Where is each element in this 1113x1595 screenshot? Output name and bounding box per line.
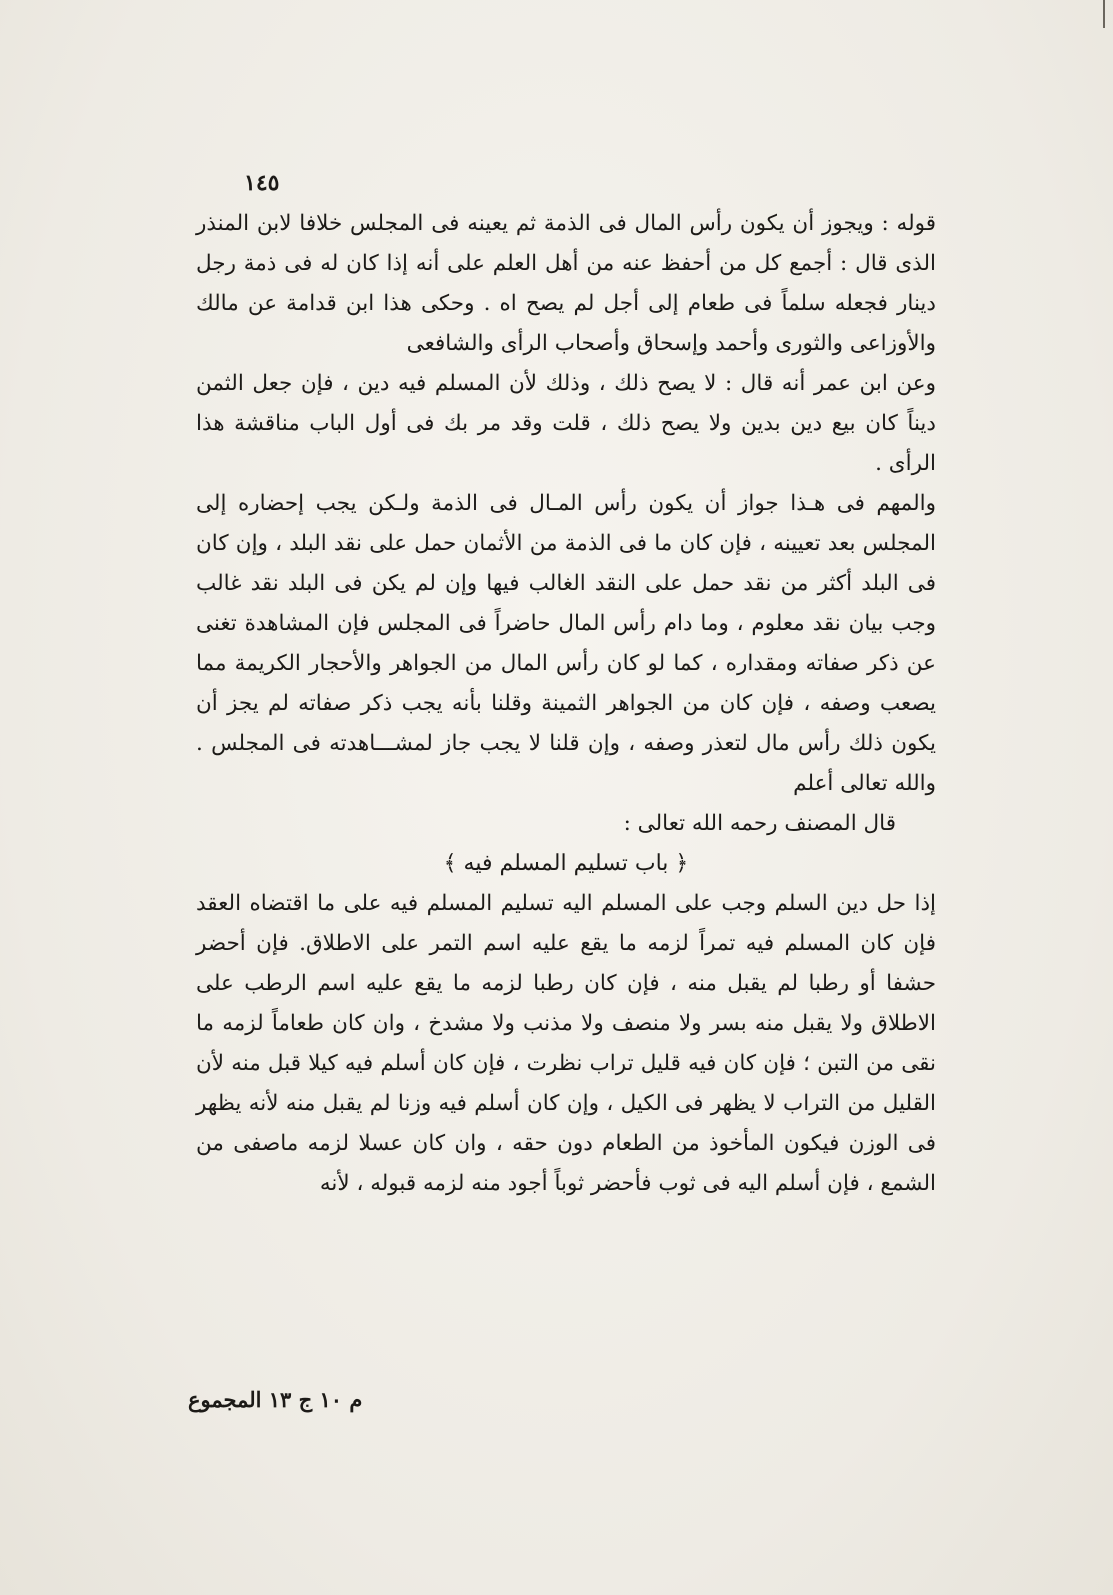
footer-signature: م ١٠ ج ١٣ المجموع [188, 1387, 363, 1412]
paragraph-2: وعن ابن عمر أنه قال : لا يصح ذلك ، وذلك لأن المسلم فيه دين ، فإن جعل الثمن ديناً كان بيع دين بدين ولا يصح ذلك ، قلت وقد مر بك فى أول الباب مناقشة هذا الرأى . [196, 371, 936, 476]
paragraph-3: والمهم فى هـذا جواز أن يكون رأس المـال فى الذمة ولـكن يجب إحضاره إلى المجلس بعد تعيينه ، فإن كان ما فى الذمة من الأثمان حمل على نقد البلد ، وإن كان فى البلد أكثر من نقد حمل على النقد الغالب فيها وإن لم يكن فى البلد نقد غالب وجب بيان نقد معلوم ، وما دام رأس المال حاضراً فى المجلس فإن المشاهدة تغنى عن ذكر صفاته ومقداره ، كما لو كان رأس المال من الجواهر والأحجار الكريمة مما يصعب وصفه ، فإن كان من الجواهر الثمينة وقلنا بأنه يجب ذكر صفاته لم يجز أن يكون ذلك رأس مال لتعذر وصفه ، وإن قلنا لا يجب جاز لمشـــاهدته فى المجلس . والله تعالى أعلم [196, 491, 936, 796]
section-heading: ﴿ باب تسليم المسلم فيه ﴾ [443, 851, 689, 876]
body-paragraph: إذا حل دين السلم وجب على المسلم اليه تسليم المسلم فيه على ما اقتضاه العقد فإن كان المسلم فيه تمراً لزمه ما يقع عليه اسم التمر على الاطلاق. فإن أحضر حشفا أو رطبا لم يقبل منه ، فإن كان رطبا لزمه ما يقع عليه اسم الرطب على الاطلاق ولا يقبل منه بسر ولا منصف ولا مذنب ولا مشدخ ، وان كان طعاماً لزمه ما نقى من التبن ؛ فإن كان فيه قليل تراب نظرت ، فإن كان أسلم فيه كيلا قبل منه لأن القليل من التراب لا يظهر فى الكيل ، وإن كان أسلم فيه وزنا لم يقبل منه لأنه يظهر فى الوزن فيكون المأخوذ من الطعام دون حقه ، وان كان عسلا لزمه ماصفى من الشمع ، فإن أسلم اليه فى ثوب فأحضر ثوباً أجود منه لزمه قبوله ، لأنه [196, 891, 936, 1196]
page-number: ١٤٥ [244, 170, 280, 196]
page-edge-mark [1103, 0, 1105, 28]
author-line: قال المصنف رحمه الله تعالى : [623, 811, 896, 836]
paragraph-1: قوله : ويجوز أن يكون رأس المال فى الذمة ثم يعينه فى المجلس خلافا لابن المنذر الذى قال : أجمع كل من أحفظ عنه من أهل العلم على أنه إذا كان له فى ذمة رجل دينار فجعله سلماً فى طعام إلى أجل لم يصح اه . وحكى هذا ابن قدامة عن مالك والأوزاعى والثورى وأحمد وإسحاق وأصحاب الرأى والشافعى [196, 211, 936, 356]
page-body [196, 204, 936, 1204]
